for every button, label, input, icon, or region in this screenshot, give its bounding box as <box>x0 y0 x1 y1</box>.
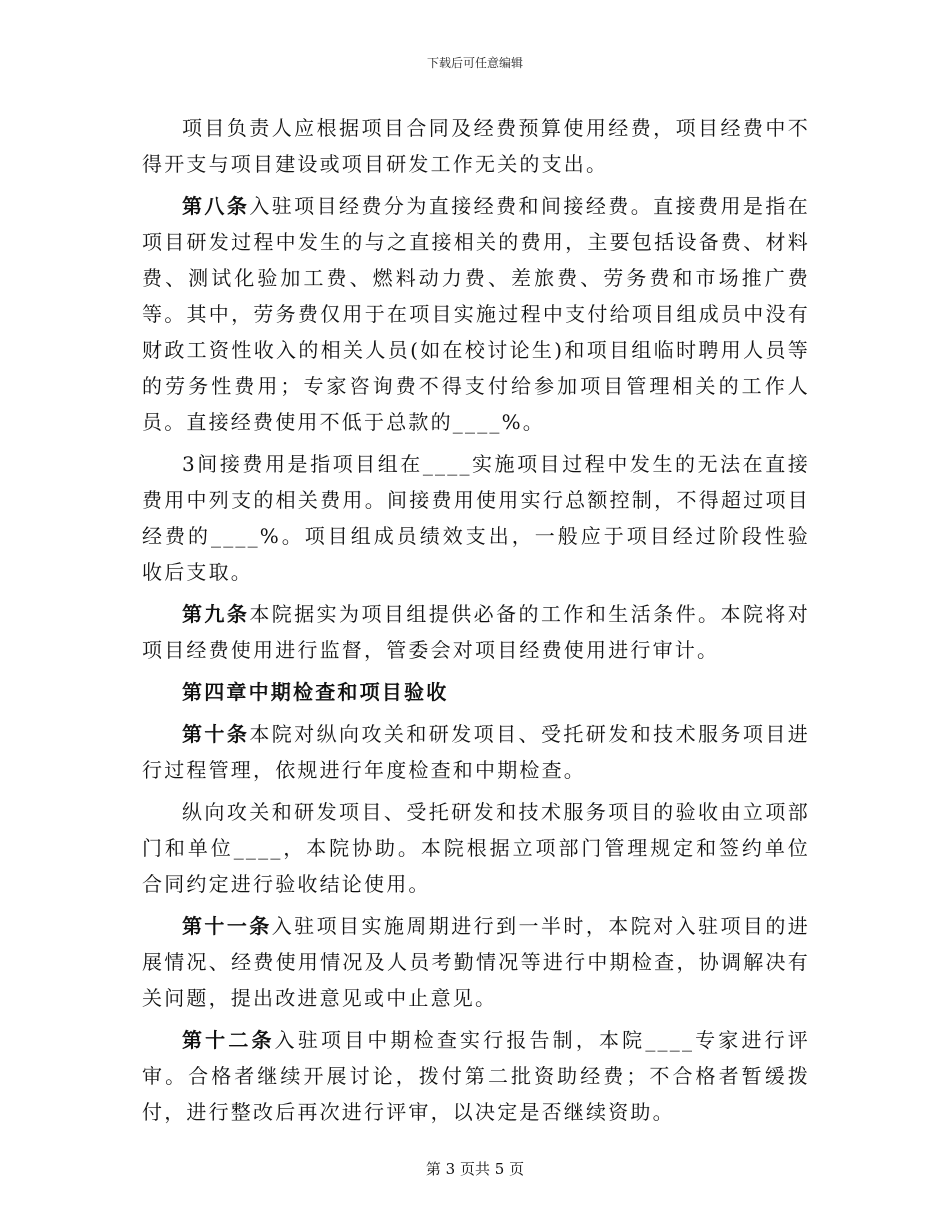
page-header: 下载后可任意编辑 <box>426 56 523 70</box>
paragraph-acceptance <box>142 794 810 902</box>
page-footer: 第 3 页共 5 页 <box>425 1160 525 1178</box>
paragraph-text: 入驻项目中期检查实行报告制，本院____专家进行评审。合格者继续开展讨论，拨付第二批资助经费；不合格者暂缓拨付，进行整改后再次进行评审，以决定是否继续资助。 <box>142 1028 810 1124</box>
article-label: 第九条 <box>182 602 250 626</box>
paragraph-indirect-costs <box>142 446 810 590</box>
paragraph-article-11 <box>142 908 810 1016</box>
paragraph-article-8 <box>142 188 810 440</box>
paragraph-article-10 <box>142 716 810 788</box>
chapter-title: 第四章中期检查和项目验收 <box>182 680 449 704</box>
paragraph-text: 本院对纵向攻关和研发项目、受托研发和技术服务项目进行过程管理，依规进行年度检查和中期检查。 <box>142 722 810 782</box>
paragraph-text: 项目负责人应根据项目合同及经费预算使用经费，项目经费中不得开支与项目建设或项目研发工作无关的支出。 <box>142 116 810 176</box>
paragraph-text: 入驻项目经费分为直接经费和间接经费。直接费用是指在项目研发过程中发生的与之直接相关的费用，主要包括设备费、材料费、测试化验加工费、燃料动力费、差旅费、劳务费和市场推广费等。其中，劳务费仅用于在项目实施过程中支付给项目组成员中没有财政工资性收入的相关人员(如在校讨论生)和项目组临时聘用人员等的劳务性费用；专家咨询费不得支付给参加项目管理相关的工作人员。直接经费使用不低于总款的____%。 <box>142 194 810 434</box>
article-label: 第十二条 <box>182 1028 275 1052</box>
paragraph-text: 纵向攻关和研发项目、受托研发和技术服务项目的验收由立项部门和单位____，本院协助。本院根据立项部门管理规定和签约单位合同约定进行验收结论使用。 <box>142 800 810 896</box>
paragraph-text: 入驻项目实施周期进行到一半时，本院对入驻项目的进展情况、经费使用情况及人员考勤情况等进行中期检查，协调解决有关问题，提出改进意见或中止意见。 <box>142 914 810 1010</box>
paragraph-article-12 <box>142 1022 810 1130</box>
paragraph-1 <box>142 110 810 182</box>
article-label: 第十条 <box>182 722 250 746</box>
paragraph-text: 本院据实为项目组提供必备的工作和生活条件。本院将对项目经费使用进行监督，管委会对项目经费使用进行审计。 <box>142 602 810 662</box>
paragraph-article-9 <box>142 596 810 668</box>
article-label: 第八条 <box>182 194 250 218</box>
document-body <box>142 110 810 1130</box>
paragraph-text: 3间接费用是指项目组在____实施项目过程中发生的无法在直接费用中列支的相关费用。间接费用使用实行总额控制，不得超过项目经费的____%。项目组成员绩效支出，一般应于项目经过阶段性验收后支取。 <box>142 452 810 584</box>
article-label: 第十一条 <box>182 914 272 938</box>
chapter-heading <box>142 674 810 710</box>
